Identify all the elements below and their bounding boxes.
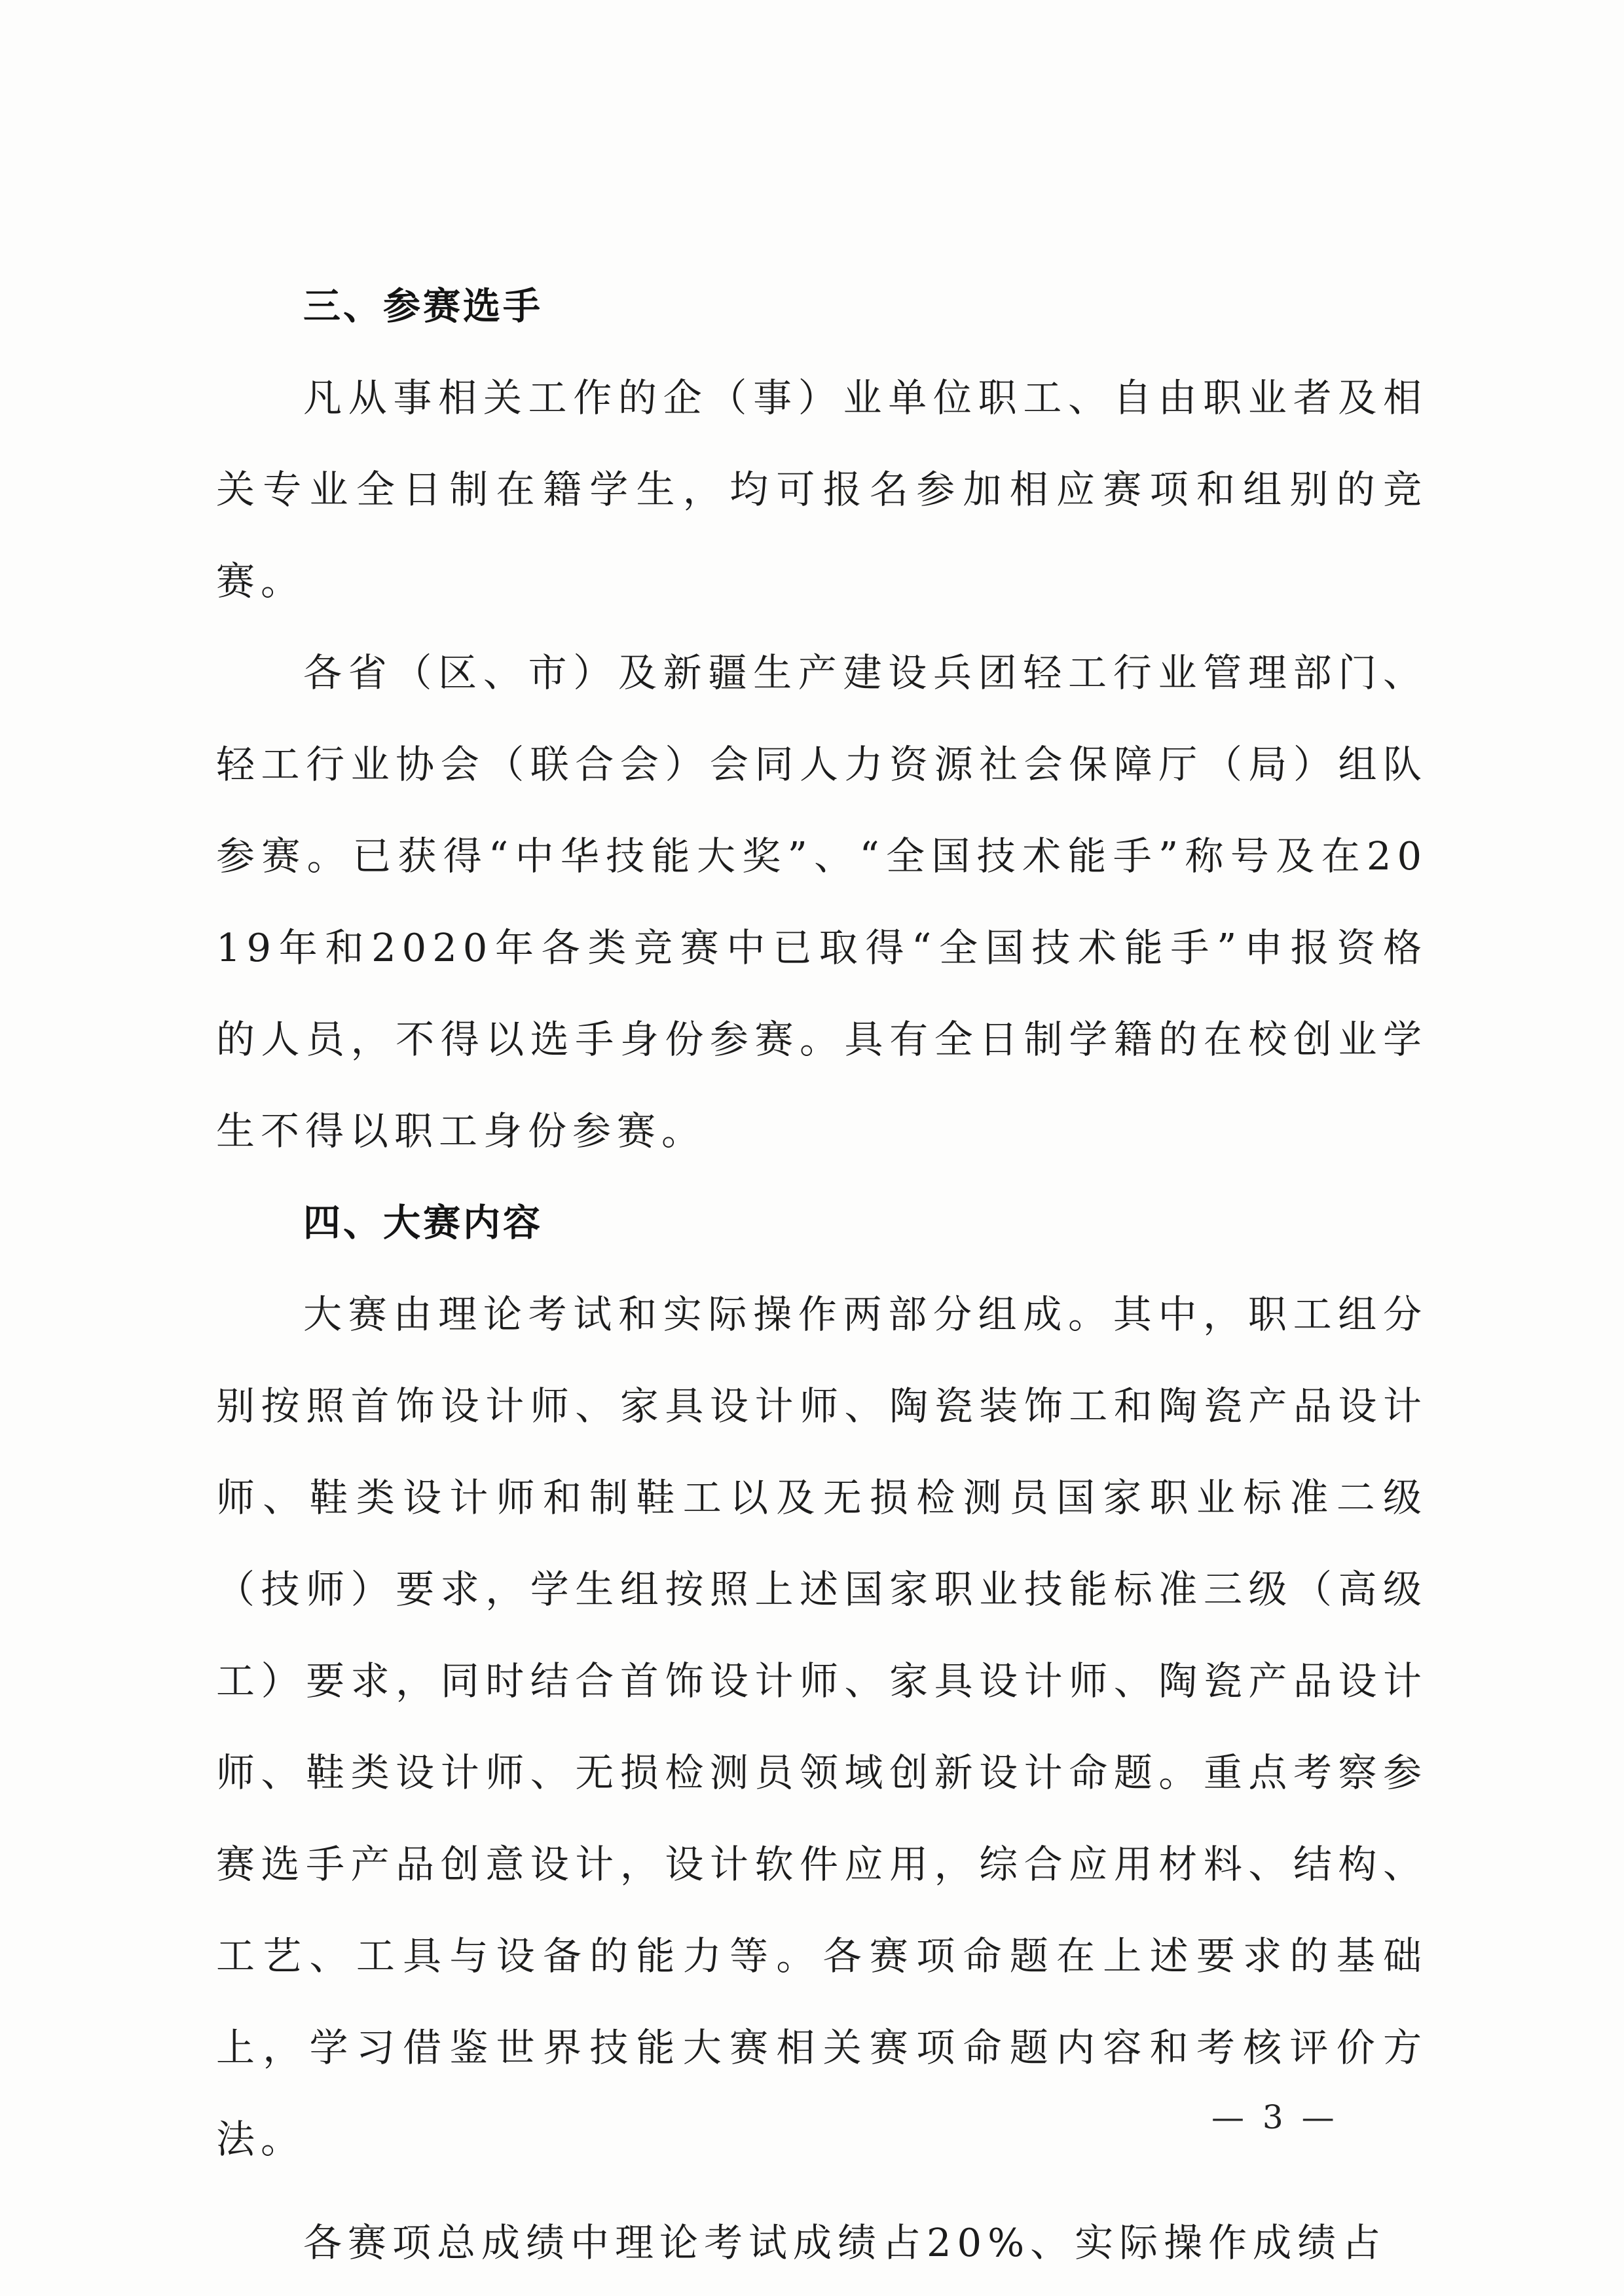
page-number: — 3 — (1211, 2098, 1338, 2136)
paragraph-competition-content: 大赛由理论考试和实际操作两部分组成。其中，职工组分别按照首饰设计师、家具设计师、陶瓷装饰工和陶瓷产品设计师、鞋类设计师和制鞋工以及无损检测员国家职业标准二级（技师）要求，学生组按照上述国家职业技能标准三级（高级工）要求，同时结合首饰设计师、家具设计师、陶瓷产品设计师、鞋类设计师、无损检测员领域创新设计命题。重点考察参赛选手产品创意设计，设计软件应用，综合应用材料、结构、工艺、工具与设备的能力等。各赛项命题在上述要求的基础上，学习借鉴世界技能大赛相关赛项命题内容和考核评价方法。 (216, 1292, 1428, 2162)
section-heading-participants: 三、参赛选手 (303, 285, 543, 328)
paragraph-team-rules: 各省（区、市）及新疆生产建设兵团轻工行业管理部门、轻工行业协会（联合会）会同人力资源社会保障厅（局）组队参赛。已获得“中华技能大奖”、“全国技术能手”称号及在2019年和2020年各类竞赛中已取得“全国技术能手”申报资格的人员，不得以选手身份参赛。具有全日制学籍的在校创业学生不得以职工身份参赛。 (216, 650, 1428, 1154)
document-body (216, 261, 1428, 2289)
paragraph-eligibility: 凡从事相关工作的企（事）业单位职工、自由职业者及相关专业全日制在籍学生，均可报名参加相应赛项和组别的竞赛。 (216, 375, 1428, 604)
paragraph-score-weighting: 各赛项总成绩中理论考试成绩占20%、实际操作成绩占 (303, 2220, 1387, 2265)
section-heading-content: 四、大赛内容 (303, 1201, 543, 1245)
